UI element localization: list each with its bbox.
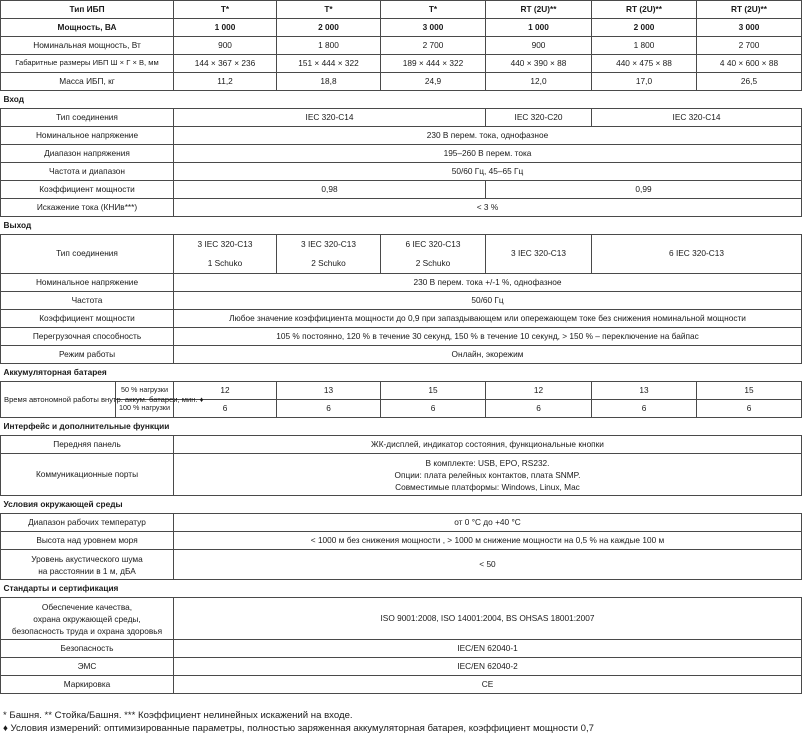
cell-value: 15 — [381, 382, 486, 400]
footnote: ♦ Условия измерений: оптимизированные параметры, полностью заряженная аккумуляторная батарея, коэффициент мощности 0,7 — [3, 723, 594, 734]
table-row — [1, 109, 802, 127]
cell-value: 1 800 — [277, 37, 381, 55]
row-label: Габаритные размеры ИБП Ш × Г × В, мм — [1, 55, 174, 73]
row-label: Номинальная мощность, Вт — [1, 37, 174, 55]
footnote: * Башня. ** Стойка/Башня. *** Коэффициент нелинейных искажений на входе. — [3, 710, 353, 721]
row-label: Передняя панель — [1, 436, 174, 454]
ports-line: В комплекте: USB, EPO, RS232. — [425, 457, 550, 468]
table-row — [1, 676, 802, 694]
section-title: Выход — [1, 217, 802, 235]
row-label — [1, 598, 174, 640]
cell-value: 26,5 — [697, 73, 802, 91]
row-label: Тип соединения — [1, 235, 174, 274]
header-model: RT (2U)** — [697, 1, 802, 19]
row-label: Коэффициент мощности — [1, 181, 174, 199]
header-model: Т* — [174, 1, 277, 19]
table-row — [1, 181, 802, 199]
cell-value: 50/60 Гц, 45–65 Гц — [174, 163, 802, 181]
row-label: Режим работы — [1, 346, 174, 364]
header-model: RT (2U)** — [592, 1, 697, 19]
table-row — [1, 550, 802, 580]
section-environment — [1, 496, 802, 514]
cell-value: Онлайн, экорежим — [174, 346, 802, 364]
cell-value: Любое значение коэффициента мощности до 0,9 при запаздывающем или опережающем токе без снижения номинальной мощности — [174, 310, 802, 328]
row-label: Безопасность — [1, 640, 174, 658]
section-title: Аккумуляторная батарея — [1, 364, 802, 382]
cell-value: 0,98 — [174, 181, 486, 199]
noise-label-line: Уровень акустического шума — [31, 553, 143, 564]
cell-value: 151 × 444 × 322 — [277, 55, 381, 73]
table-row — [1, 292, 802, 310]
table-row — [1, 127, 802, 145]
battery-runtime-label: Время автономной работы внутр. аккум. батареи, мин. ♦ — [1, 382, 116, 418]
cell-value: 18,8 — [277, 73, 381, 91]
table-row — [1, 310, 802, 328]
cell-value: 189 × 444 × 322 — [381, 55, 486, 73]
section-title: Стандарты и сертификация — [1, 580, 802, 598]
connector-text: 1 Schuko — [207, 258, 243, 268]
cell-value: от 0 °C до +40 °C — [174, 514, 802, 532]
row-label: Перегрузочная способность — [1, 328, 174, 346]
header-ups-type: Тип ИБП — [1, 1, 174, 19]
cell-value: 12 — [174, 382, 277, 400]
table-header-row — [1, 1, 802, 19]
cell-value: 6 — [174, 400, 277, 418]
cell-value: 2 700 — [381, 37, 486, 55]
quality-label-line: Обеспечение качества, — [41, 601, 133, 612]
row-label: Высота над уровнем моря — [1, 532, 174, 550]
cell-value — [277, 235, 381, 274]
cell-value: 230 В перем. тока, однофазное — [174, 127, 802, 145]
cell-value: 6 — [592, 400, 697, 418]
cell-value: 11,2 — [174, 73, 277, 91]
cell-value: 195–260 В перем. тока — [174, 145, 802, 163]
connector-text: 3 IEC 320-C13 — [301, 239, 356, 249]
cell-value: 3 000 — [697, 19, 802, 37]
table-row — [1, 274, 802, 292]
cell-value: IEC 320-C14 — [592, 109, 802, 127]
cell-value: ISO 9001:2008, ISO 14001:2004, BS OHSAS 18001:2007 — [174, 598, 802, 640]
noise-label-line: на расстоянии в 1 м, дБА — [38, 565, 136, 576]
row-label: Маркировка — [1, 676, 174, 694]
row-label: Коэффициент мощности — [1, 310, 174, 328]
table-row — [1, 658, 802, 676]
cell-value: 6 IEC 320-C13 — [592, 235, 802, 274]
section-standards — [1, 580, 802, 598]
cell-value: 105 % постоянно, 120 % в течение 30 секунд, 150 % в течение 10 секунд, > 150 % – переключение на байпас — [174, 328, 802, 346]
cell-value: 24,9 — [381, 73, 486, 91]
cell-value: IEC 320-C20 — [486, 109, 592, 127]
cell-value: 2 000 — [592, 19, 697, 37]
table-row — [1, 163, 802, 181]
section-title: Условия окружающей среды — [1, 496, 802, 514]
cell-value: 3 IEC 320-C13 — [486, 235, 592, 274]
cell-value: 17,0 — [592, 73, 697, 91]
row-label — [1, 550, 174, 580]
cell-value: 1 000 — [174, 19, 277, 37]
cell-value: 12 — [486, 382, 592, 400]
row-label: Диапазон рабочих температур — [1, 514, 174, 532]
table-row — [1, 514, 802, 532]
connector-text: 2 Schuko — [311, 258, 346, 268]
table-row — [1, 19, 802, 37]
table-row — [1, 328, 802, 346]
table-row — [1, 436, 802, 454]
table-row — [1, 454, 802, 496]
table-row — [1, 382, 802, 400]
cell-value: 900 — [486, 37, 592, 55]
cell-value: 230 В перем. тока +/-1 %, однофазное — [174, 274, 802, 292]
cell-value: < 3 % — [174, 199, 802, 217]
row-label: Коммуникационные порты — [1, 454, 174, 496]
header-model: Т* — [277, 1, 381, 19]
table-row — [1, 532, 802, 550]
cell-value: IEC 320-C14 — [174, 109, 486, 127]
cell-value — [381, 235, 486, 274]
table-row — [1, 199, 802, 217]
section-title: Интерфейс и дополнительные функции — [1, 418, 802, 436]
connector-text: 2 Schuko — [415, 258, 451, 268]
cell-value: CE — [174, 676, 802, 694]
cell-value: 2 000 — [277, 19, 381, 37]
section-battery — [1, 364, 802, 382]
cell-value: 13 — [592, 382, 697, 400]
cell-value — [174, 235, 277, 274]
row-label: ЭМС — [1, 658, 174, 676]
cell-value: 1 800 — [592, 37, 697, 55]
table-row — [1, 73, 802, 91]
quality-label-line: охрана окружающей среды, — [33, 613, 141, 624]
header-model: RT (2U)** — [486, 1, 592, 19]
row-label: Номинальное напряжение — [1, 274, 174, 292]
cell-value: IEC/EN 62040-1 — [174, 640, 802, 658]
cell-value: < 50 — [174, 550, 802, 580]
table-row — [1, 235, 802, 274]
cell-value: 12,0 — [486, 73, 592, 91]
load-50-label: 50 % нагрузки — [116, 382, 174, 400]
cell-value: 50/60 Гц — [174, 292, 802, 310]
cell-value: 15 — [697, 382, 802, 400]
section-interface — [1, 418, 802, 436]
cell-value: 13 — [277, 382, 381, 400]
cell-value: IEC/EN 62040-2 — [174, 658, 802, 676]
row-label: Масса ИБП, кг — [1, 73, 174, 91]
cell-value: 0,99 — [486, 181, 802, 199]
cell-value: 440 × 475 × 88 — [592, 55, 697, 73]
cell-value: 144 × 367 × 236 — [174, 55, 277, 73]
cell-value: 440 × 390 × 88 — [486, 55, 592, 73]
row-label: Частота — [1, 292, 174, 310]
header-model: Т* — [381, 1, 486, 19]
row-label: Тип соединения — [1, 109, 174, 127]
cell-value: < 1000 м без снижения мощности , > 1000 м снижение мощности на 0,5 % на каждые 100 м — [174, 532, 802, 550]
cell-value: 1 000 — [486, 19, 592, 37]
cell-value: 2 700 — [697, 37, 802, 55]
cell-value — [174, 454, 802, 496]
cell-value: 3 000 — [381, 19, 486, 37]
row-label: Номинальное напряжение — [1, 127, 174, 145]
cell-value: 4 40 × 600 × 88 — [697, 55, 802, 73]
table-row — [1, 598, 802, 640]
cell-value: 6 — [697, 400, 802, 418]
ports-line: Опции: плата релейных контактов, плата SNMP. — [394, 469, 581, 480]
section-output — [1, 217, 802, 235]
connector-text: 6 IEC 320-C13 — [405, 239, 461, 249]
footnotes — [3, 709, 594, 735]
table-row — [1, 145, 802, 163]
section-title: Вход — [1, 91, 802, 109]
cell-value: 6 — [277, 400, 381, 418]
connector-text: 3 IEC 320-C13 — [197, 239, 253, 249]
table-row — [1, 37, 802, 55]
quality-label-line: безопасность труда и охрана здоровья — [11, 625, 163, 636]
row-label: Мощность, ВА — [1, 19, 174, 37]
section-input — [1, 91, 802, 109]
cell-value: 900 — [174, 37, 277, 55]
cell-value: 6 — [381, 400, 486, 418]
cell-value: 6 — [486, 400, 592, 418]
table-row — [1, 346, 802, 364]
row-label: Диапазон напряжения — [1, 145, 174, 163]
row-label: Частота и диапазон — [1, 163, 174, 181]
load-100-label: 100 % нагрузки — [116, 400, 174, 418]
table-row — [1, 55, 802, 73]
row-label: Искажение тока (КНИв***) — [1, 199, 174, 217]
table-row — [1, 640, 802, 658]
cell-value: ЖК-дисплей, индикатор состояния, функциональные кнопки — [174, 436, 802, 454]
ports-line: Совместимые платформы: Windows, Linux, Mac — [395, 481, 580, 492]
